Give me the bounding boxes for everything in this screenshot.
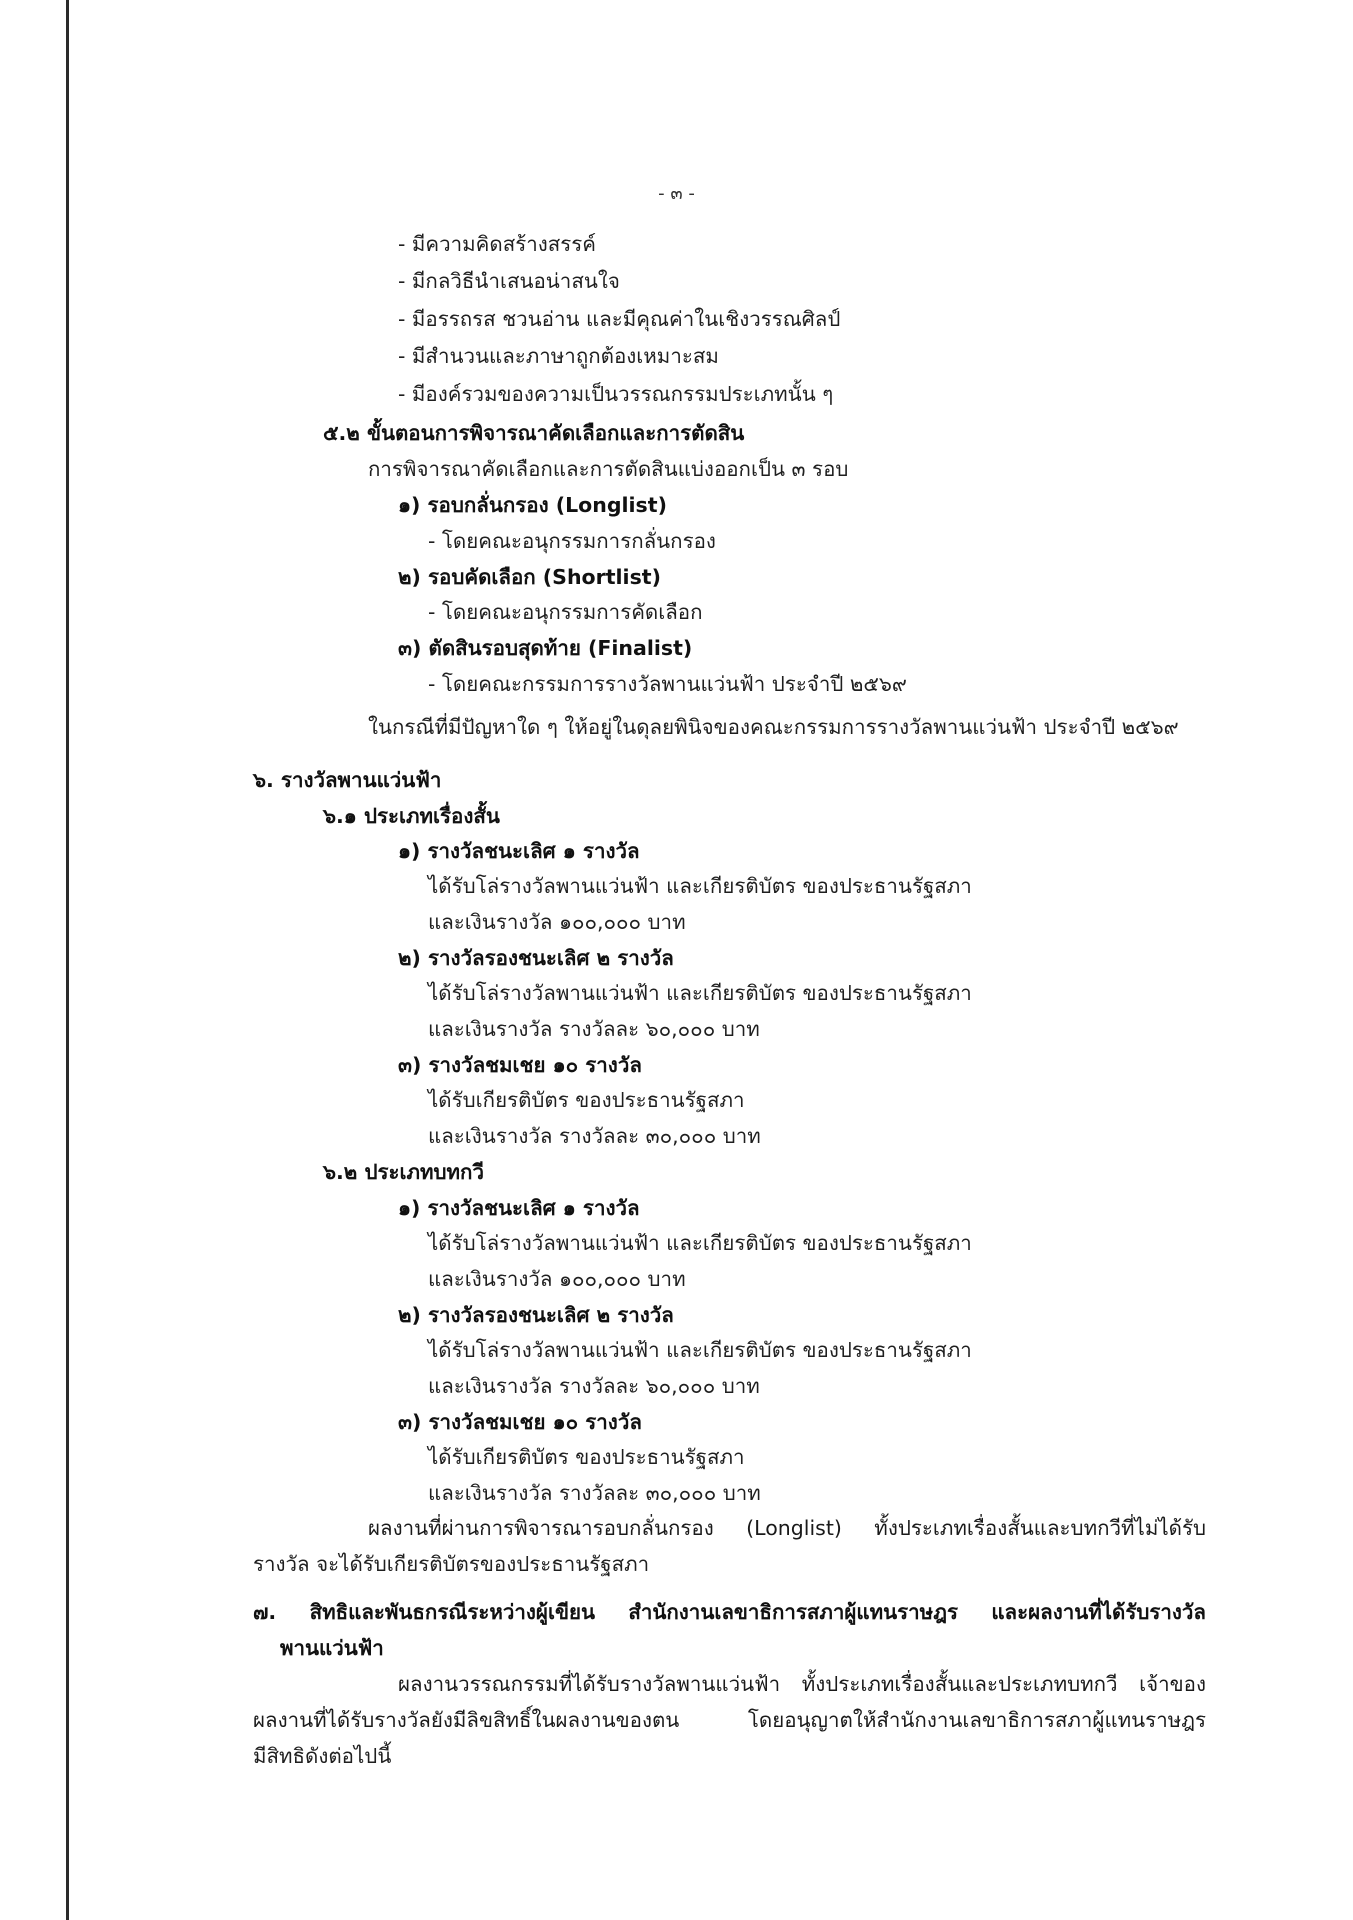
section-heading-6: ๖. รางวัลพานแว่นฟ้า: [253, 768, 442, 792]
section-heading-7-cont: พานแว่นฟ้า: [280, 1636, 384, 1660]
subsection-heading-6-1: ๖.๑ ประเภทเรื่องสั้น: [323, 804, 500, 828]
round-detail: - โดยคณะอนุกรรมการคัดเลือก: [428, 600, 703, 624]
award-line: ได้รับเกียรติบัตร ของประธานรัฐสภา: [428, 1445, 745, 1469]
award-title: ๑) รางวัลชนะเลิศ ๑ รางวัล: [398, 839, 640, 863]
award-line: และเงินรางวัล ๑๐๐,๐๐๐ บาท: [428, 1267, 686, 1291]
paragraph-line: ผลงานวรรณกรรมที่ได้รับรางวัลพานแว่นฟ้า ทั้งประเภทเรื่องสั้นและประเภทบทกวี เจ้าของ: [398, 1672, 1206, 1696]
award-line: และเงินรางวัล รางวัลละ ๖๐,๐๐๐ บาท: [428, 1017, 760, 1041]
criteria-item: - มีกลวิธีนำเสนอน่าสนใจ: [398, 269, 620, 293]
scan-edge-line: [66, 0, 69, 1920]
award-title: ๓) รางวัลชมเชย ๑๐ รางวัล: [398, 1053, 642, 1077]
award-title: ๒) รางวัลรองชนะเลิศ ๒ รางวัล: [398, 946, 674, 970]
award-title: ๑) รางวัลชนะเลิศ ๑ รางวัล: [398, 1196, 640, 1220]
section-note: ในกรณีที่มีปัญหาใด ๆ ให้อยู่ในดุลยพินิจของคณะกรรมการรางวัลพานแว่นฟ้า ประจำปี ๒๕๖๙: [368, 715, 1179, 739]
criteria-item: - มีความคิดสร้างสรรค์: [398, 232, 596, 256]
paragraph-line: มีสิทธิดังต่อไปนี้: [253, 1744, 392, 1768]
longlist-note-cont: รางวัล จะได้รับเกียรติบัตรของประธานรัฐสภา: [253, 1552, 650, 1576]
award-title: ๒) รางวัลรองชนะเลิศ ๒ รางวัล: [398, 1303, 674, 1327]
round-title: ๒) รอบคัดเลือก (Shortlist): [398, 565, 661, 589]
criteria-item: - มีสำนวนและภาษาถูกต้องเหมาะสม: [398, 344, 719, 368]
award-line: ได้รับเกียรติบัตร ของประธานรัฐสภา: [428, 1088, 745, 1112]
section-heading-7: ๗. สิทธิและพันธกรณีระหว่างผู้เขียน สำนักงานเลขาธิการสภาผู้แทนราษฎร และผลงานที่ได้รับรางวัล: [253, 1600, 1206, 1624]
criteria-item: - มีองค์รวมของความเป็นวรรณกรรมประเภทนั้น ๆ: [398, 382, 834, 406]
section-heading-5-2: ๕.๒ ขั้นตอนการพิจารณาคัดเลือกและการตัดสิน: [323, 421, 745, 445]
award-line: ได้รับโล่รางวัลพานแว่นฟ้า และเกียรติบัตร ของประธานรัฐสภา: [428, 1231, 972, 1255]
paragraph-line: ผลงานที่ได้รับรางวัลยังมีลิขสิทธิ์ในผลงานของตน โดยอนุญาตให้สำนักงานเลขาธิการสภาผู้แทนราษฎร: [253, 1708, 1206, 1732]
award-line: และเงินรางวัล รางวัลละ ๓๐,๐๐๐ บาท: [428, 1481, 761, 1505]
round-detail: - โดยคณะกรรมการรางวัลพานแว่นฟ้า ประจำปี ๒๕๖๙: [428, 672, 907, 696]
award-title: ๓) รางวัลชมเชย ๑๐ รางวัล: [398, 1410, 642, 1434]
subsection-heading-6-2: ๖.๒ ประเภทบทกวี: [323, 1160, 484, 1184]
round-detail: - โดยคณะอนุกรรมการกลั่นกรอง: [428, 529, 716, 553]
award-line: ได้รับโล่รางวัลพานแว่นฟ้า และเกียรติบัตร ของประธานรัฐสภา: [428, 874, 972, 898]
award-line: และเงินรางวัล ๑๐๐,๐๐๐ บาท: [428, 910, 686, 934]
award-line: และเงินรางวัล รางวัลละ ๓๐,๐๐๐ บาท: [428, 1124, 761, 1148]
award-line: และเงินรางวัล รางวัลละ ๖๐,๐๐๐ บาท: [428, 1374, 760, 1398]
round-title: ๓) ตัดสินรอบสุดท้าย (Finalist): [398, 636, 693, 660]
section-intro: การพิจารณาคัดเลือกและการตัดสินแบ่งออกเป็น ๓ รอบ: [368, 457, 849, 481]
criteria-item: - มีอรรถรส ชวนอ่าน และมีคุณค่าในเชิงวรรณศิลป์: [398, 307, 841, 331]
page-number: - ๓ -: [658, 183, 695, 204]
round-title: ๑) รอบกลั่นกรอง (Longlist): [398, 493, 667, 517]
longlist-note: ผลงานที่ผ่านการพิจารณารอบกลั่นกรอง (Longlist) ทั้งประเภทเรื่องสั้นและบทกวีที่ไม่ได้รับ: [368, 1516, 1206, 1540]
award-line: ได้รับโล่รางวัลพานแว่นฟ้า และเกียรติบัตร ของประธานรัฐสภา: [428, 1338, 972, 1362]
award-line: ได้รับโล่รางวัลพานแว่นฟ้า และเกียรติบัตร ของประธานรัฐสภา: [428, 981, 972, 1005]
